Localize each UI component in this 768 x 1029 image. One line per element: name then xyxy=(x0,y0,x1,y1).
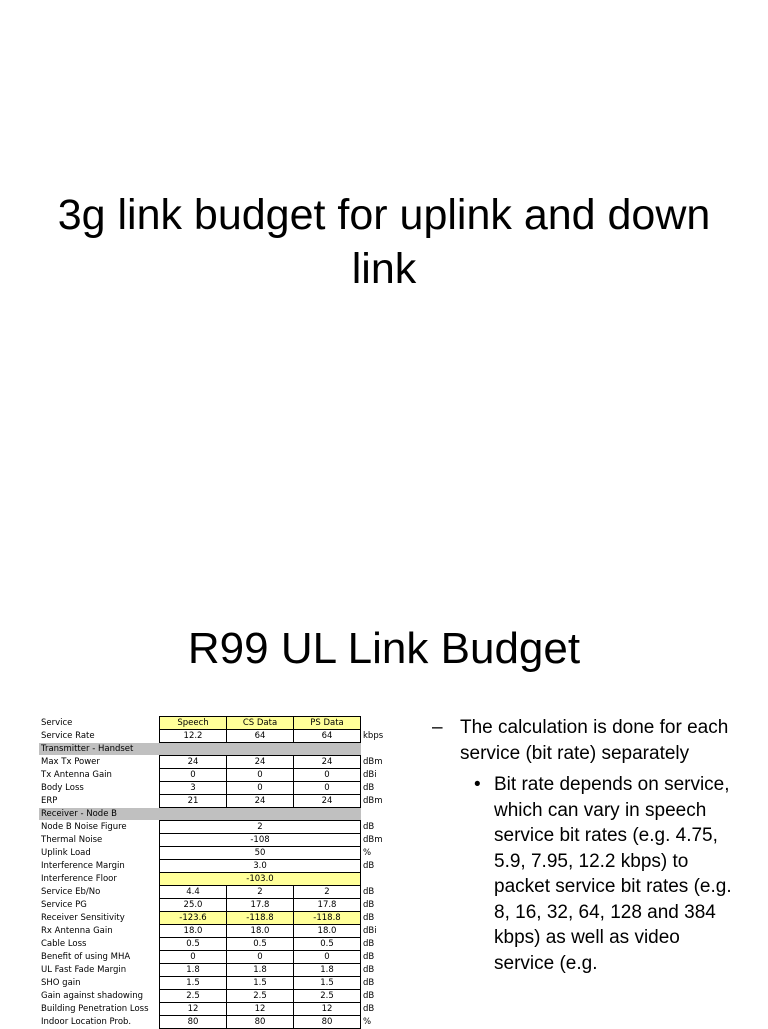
row-label: Gain against shadowing xyxy=(41,991,143,1001)
table-row xyxy=(39,821,405,834)
link-budget-table-body xyxy=(39,717,405,1029)
dash-marker: – xyxy=(432,717,443,738)
table-row xyxy=(39,782,405,795)
table-row xyxy=(39,938,405,951)
row-unit: kbps xyxy=(363,731,384,741)
row-label: Tx Antenna Gain xyxy=(41,770,112,780)
slide1-title: 3g link budget for uplink and down link xyxy=(57,191,711,293)
value-cell: 12 xyxy=(227,1003,294,1016)
value-cell: 64 xyxy=(294,730,361,743)
value-cell: 2 xyxy=(227,886,294,899)
table-row xyxy=(39,1003,405,1016)
value-cell: 3 xyxy=(160,782,227,795)
row-unit: dBi xyxy=(363,770,377,780)
row-label: Max Tx Power xyxy=(41,757,100,767)
value-cell: 0 xyxy=(294,782,361,795)
table-row xyxy=(39,964,405,977)
value-cell: -118.8 xyxy=(227,912,294,925)
row-label: Interference Floor xyxy=(41,874,117,884)
row-label: Cable Loss xyxy=(41,939,87,949)
value-cell: PS Data xyxy=(294,717,361,730)
row-label: ERP xyxy=(41,796,58,806)
value-cell: Speech xyxy=(160,717,227,730)
value-cell: 18.0 xyxy=(294,925,361,938)
table-row xyxy=(39,977,405,990)
value-cell: 18.0 xyxy=(227,925,294,938)
value-cell: 12 xyxy=(294,1003,361,1016)
bullet-level1 xyxy=(432,715,732,766)
row-label: Indoor Location Prob. xyxy=(41,1017,132,1027)
row-label: Building Penetration Loss xyxy=(41,1004,149,1014)
value-cell: 0 xyxy=(294,769,361,782)
row-label: Service Eb/No xyxy=(41,887,101,897)
value-cell: 1.5 xyxy=(294,977,361,990)
value-cell: 24 xyxy=(294,756,361,769)
row-label: Rx Antenna Gain xyxy=(41,926,113,936)
row-label: Service Rate xyxy=(41,731,95,741)
value-cell: 18.0 xyxy=(160,925,227,938)
table-row xyxy=(39,847,405,860)
bullet-level2 xyxy=(432,772,732,976)
row-label: Node B Noise Figure xyxy=(41,822,127,832)
value-cell: 0.5 xyxy=(227,938,294,951)
value-cell: 0 xyxy=(160,769,227,782)
table-row xyxy=(39,808,405,821)
table-row xyxy=(39,873,405,886)
bullet-list xyxy=(432,715,732,976)
value-cell: -123.6 xyxy=(160,912,227,925)
section-header: Receiver - Node B xyxy=(39,808,361,821)
value-cell: CS Data xyxy=(227,717,294,730)
row-label: Body Loss xyxy=(41,783,84,793)
row-label: Interference Margin xyxy=(41,861,125,871)
value-cell: 0.5 xyxy=(160,938,227,951)
row-unit: dB xyxy=(363,965,375,975)
table-row xyxy=(39,743,405,756)
table-row xyxy=(39,860,405,873)
value-cell: 2.5 xyxy=(160,990,227,1003)
value-cell: 80 xyxy=(160,1016,227,1029)
table-row xyxy=(39,717,405,730)
bullet-level2-text: Bit rate depends on service, which can vary in speech service bit rates (e.g. 4.75, 5.9, 7.95, 12.2 kbps) to packet service bit rates (e.g. 8, 16, 32, 64, 128 and 384 kbps) as well as video service (e.g. xyxy=(494,774,732,974)
table-row xyxy=(39,886,405,899)
value-cell: 80 xyxy=(227,1016,294,1029)
value-cell: 0 xyxy=(160,951,227,964)
value-cell: 1.5 xyxy=(227,977,294,990)
value-cell: 1.8 xyxy=(160,964,227,977)
value-cell: 24 xyxy=(160,756,227,769)
row-unit: dB xyxy=(363,783,375,793)
value-cell: 17.8 xyxy=(227,899,294,912)
row-label: Thermal Noise xyxy=(41,835,103,845)
value-cell: 0 xyxy=(227,951,294,964)
table-row xyxy=(39,834,405,847)
row-unit: dB xyxy=(363,887,375,897)
value-cell: 17.8 xyxy=(294,899,361,912)
row-unit: dB xyxy=(363,1004,375,1014)
row-label: SHO gain xyxy=(41,978,81,988)
value-cell: 2 xyxy=(294,886,361,899)
merged-value-cell: 2 xyxy=(160,821,361,834)
row-unit: dBm xyxy=(363,835,383,845)
merged-value-cell: -103.0 xyxy=(160,873,361,886)
merged-value-cell: -108 xyxy=(160,834,361,847)
row-unit: dB xyxy=(363,991,375,1001)
link-budget-table xyxy=(39,716,405,1029)
table-row xyxy=(39,925,405,938)
value-cell: 21 xyxy=(160,795,227,808)
value-cell: 1.5 xyxy=(160,977,227,990)
row-unit: dB xyxy=(363,900,375,910)
value-cell: 24 xyxy=(227,795,294,808)
value-cell: 0 xyxy=(294,951,361,964)
table-row xyxy=(39,795,405,808)
value-cell: 64 xyxy=(227,730,294,743)
row-label: Service xyxy=(41,718,73,728)
value-cell: -118.8 xyxy=(294,912,361,925)
bullet-level1-text: The calculation is done for each service (bit rate) separately xyxy=(460,717,729,764)
value-cell: 24 xyxy=(294,795,361,808)
value-cell: 80 xyxy=(294,1016,361,1029)
table-row xyxy=(39,951,405,964)
value-cell: 1.8 xyxy=(294,964,361,977)
value-cell: 24 xyxy=(227,756,294,769)
row-unit: dBi xyxy=(363,926,377,936)
row-unit xyxy=(361,717,406,730)
row-unit: dB xyxy=(363,861,375,871)
value-cell: 0 xyxy=(227,769,294,782)
value-cell: 12.2 xyxy=(160,730,227,743)
value-cell: 2.5 xyxy=(294,990,361,1003)
merged-value-cell: 3.0 xyxy=(160,860,361,873)
row-unit: dBm xyxy=(363,757,383,767)
value-cell: 0 xyxy=(227,782,294,795)
row-unit: dB xyxy=(363,939,375,949)
row-unit: dBm xyxy=(363,796,383,806)
row-label: Service PG xyxy=(41,900,87,910)
row-unit xyxy=(361,873,406,886)
section-header: Transmitter - Handset xyxy=(39,743,361,756)
value-cell: 12 xyxy=(160,1003,227,1016)
row-unit: dB xyxy=(363,913,375,923)
row-label: Receiver Sensitivity xyxy=(41,913,125,923)
table-row xyxy=(39,899,405,912)
merged-value-cell: 50 xyxy=(160,847,361,860)
value-cell: 4.4 xyxy=(160,886,227,899)
row-unit: dB xyxy=(363,822,375,832)
bullet-dot-marker: • xyxy=(474,774,481,795)
row-label: Uplink Load xyxy=(41,848,91,858)
row-unit: % xyxy=(363,1017,372,1027)
value-cell: 25.0 xyxy=(160,899,227,912)
value-cell: 0.5 xyxy=(294,938,361,951)
table-row xyxy=(39,990,405,1003)
value-cell: 1.8 xyxy=(227,964,294,977)
table-row xyxy=(39,769,405,782)
row-unit: dB xyxy=(363,952,375,962)
row-unit: % xyxy=(363,848,372,858)
table-row xyxy=(39,1016,405,1029)
table-row xyxy=(39,756,405,769)
slide2-title: R99 UL Link Budget xyxy=(187,624,581,673)
value-cell: 2.5 xyxy=(227,990,294,1003)
table-row xyxy=(39,730,405,743)
table-row xyxy=(39,912,405,925)
row-unit: dB xyxy=(363,978,375,988)
row-label: Benefit of using MHA xyxy=(41,952,131,962)
row-label: UL Fast Fade Margin xyxy=(41,965,127,975)
